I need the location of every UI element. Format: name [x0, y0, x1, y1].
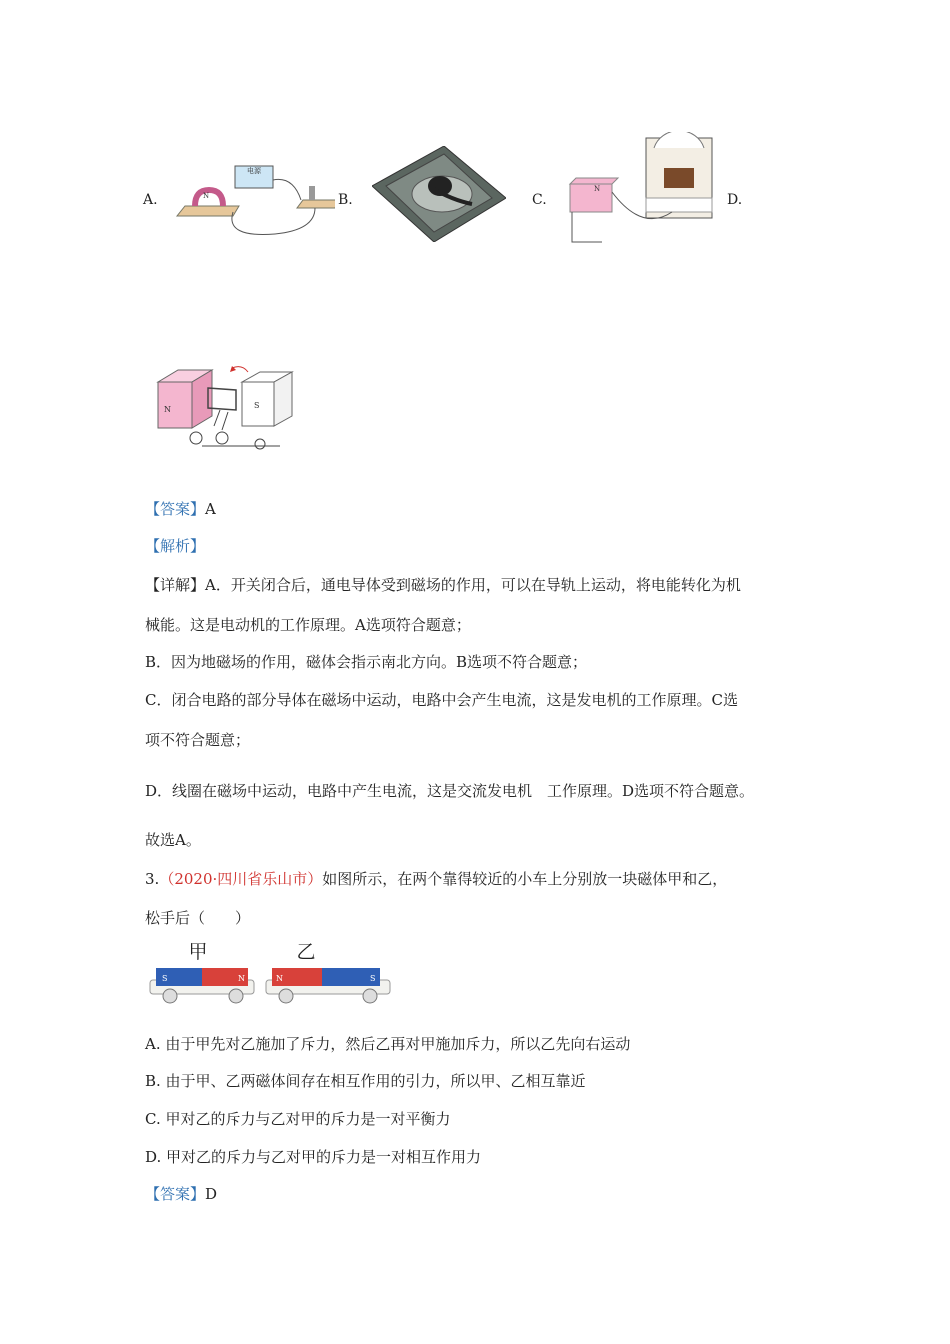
q2-detail-line4: C．闭合电路的部分导体在磁场中运动，电路中会产生电流，这是发电机的工作原理。C选 — [145, 691, 738, 709]
option-d-ac-generator-figure — [150, 360, 300, 458]
q2-detail-line1: 【详解】A．开关闭合后，通电导体受到磁场的作用，可以在导轨上运动，将电能转化为机 — [145, 576, 741, 594]
svg-text:N: N — [276, 974, 283, 983]
option-c-generator-galvanometer-figure — [562, 132, 728, 248]
q3-option-a: A. 由于甲先对乙施加了斥力，然后乙再对甲施加斥力，所以乙先向右运动 — [145, 1035, 631, 1053]
q3-answer-label: 【答案】 — [145, 1185, 206, 1203]
q2-detail-line6: D．线圈在磁场中运动，电路中产生电流，这是交流发电机 工作原理。D选项不符合题意。 — [145, 782, 755, 800]
answer-value: A — [205, 500, 216, 518]
power-label: 电源 — [247, 167, 261, 175]
q3-answer — [145, 1184, 217, 1204]
label-jia: 甲 — [188, 941, 208, 963]
q3-magnet-carts-figure — [148, 938, 398, 1008]
q3-source: （2020·四川省乐山市） — [159, 870, 323, 888]
svg-text:N: N — [594, 185, 601, 193]
svg-text:N: N — [238, 974, 245, 983]
option-a-motor-rail-figure — [175, 158, 335, 238]
option-b-compass-sinan-figure — [372, 146, 506, 242]
option-d-letter: D. — [727, 192, 743, 208]
svg-text:N: N — [203, 192, 210, 200]
option-a-letter: A. — [143, 192, 158, 208]
option-b-letter: B. — [338, 192, 353, 208]
answer-label: 【答案】 — [145, 500, 206, 518]
q3-answer-value: D — [205, 1185, 218, 1203]
svg-text:S: S — [162, 974, 168, 983]
q2-detail-line5: 项不符合题意； — [145, 731, 251, 749]
detail-label: 【详解】 — [145, 576, 206, 594]
q3-stem-line1 — [145, 869, 727, 889]
svg-text:S: S — [370, 974, 376, 983]
label-yi: 乙 — [296, 941, 316, 963]
q3-stem: 如图所示，在两个靠得较近的小车上分别放一块磁体甲和乙， — [322, 870, 728, 888]
q3-option-c: C. 甲对乙的斥力与乙对甲的斥力是一对平衡力 — [145, 1110, 451, 1128]
q2-answer — [145, 499, 216, 519]
q3-number: 3. — [145, 870, 160, 888]
q3-option-b: B. 由于甲、乙两磁体间存在相互作用的引力，所以甲、乙相互靠近 — [145, 1072, 586, 1090]
q2-detail-line2: 械能。这是电动机的工作原理。A选项符合题意； — [145, 616, 471, 634]
q3-stem-line2: 松手后（ ） — [145, 909, 251, 927]
option-c-letter: C. — [532, 192, 547, 208]
q2-detail-line3: B．因为地磁场的作用，磁体会指示南北方向。B选项不符合题意； — [145, 653, 588, 671]
svg-text:S: S — [254, 401, 260, 410]
q2-detail-line7: 故选A。 — [145, 831, 201, 849]
analysis-label: 【解析】 — [145, 537, 206, 555]
q3-option-d: D. 甲对乙的斥力与乙对甲的斥力是一对相互作用力 — [145, 1148, 482, 1166]
svg-text:N: N — [164, 405, 171, 414]
q2-analysis — [145, 536, 205, 556]
